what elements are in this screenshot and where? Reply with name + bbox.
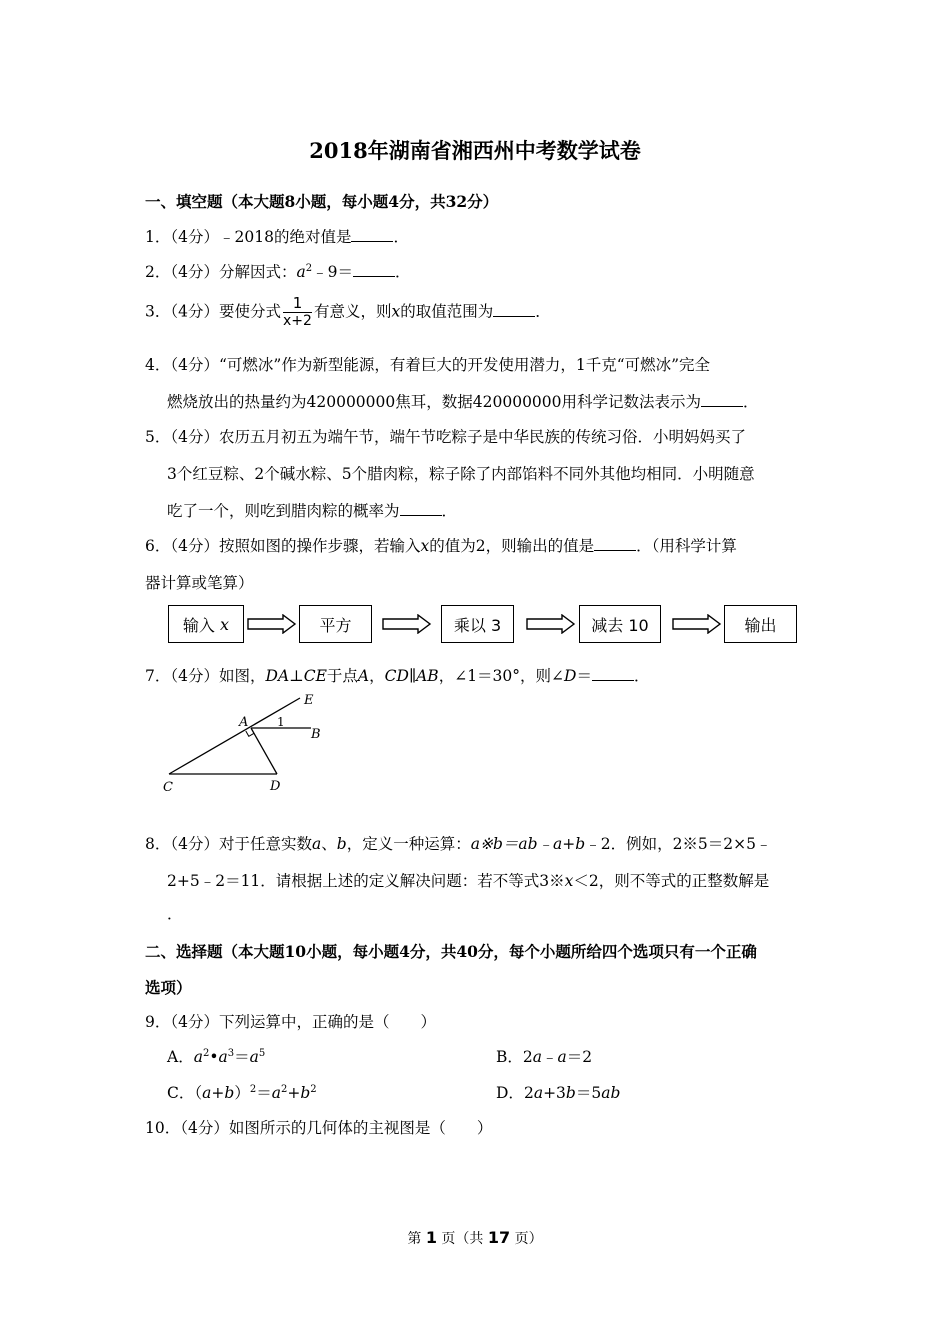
question-score: （4分）	[170, 537, 219, 555]
flow-arrow-icon	[526, 614, 576, 634]
punct: ．	[633, 667, 650, 685]
option-D: D．2a+3b＝5ab	[496, 1084, 621, 1102]
option-label: C．	[167, 1084, 195, 1102]
point-label-A: A	[239, 715, 249, 730]
question-text: ．（用科学计算	[636, 537, 737, 555]
question-score: （4分）	[180, 1119, 229, 1137]
question-text: 分解因式：	[219, 263, 297, 281]
question-6	[145, 534, 737, 556]
section-heading-multiple-choice: 二、选择题（本大题10小题，每小题4分，共40分，每个小题所给四个选项只有一个正确	[145, 942, 757, 961]
question-10	[145, 1116, 492, 1138]
point-label: D	[564, 667, 577, 685]
punct: ．	[393, 228, 409, 246]
variable: a	[312, 835, 322, 853]
parallel-symbol: ∥	[408, 667, 417, 685]
section-heading-fill-blank: 一、填空题（本大题8小题，每小题4分，共32分）	[145, 192, 499, 211]
question-6-line-2: 器计算或笔算）	[145, 574, 254, 592]
question-3	[145, 295, 551, 330]
question-number: 6．	[145, 537, 171, 555]
question-score: （4分）	[170, 302, 219, 321]
option-C: C．$(a+b)^2=a^2+b^2$	[167, 1083, 317, 1102]
question-text: ﹣2018的绝对值是	[219, 228, 352, 246]
question-text: ，	[369, 667, 385, 685]
question-text: 有意义，则	[313, 302, 392, 321]
question-8-line-2	[167, 869, 769, 891]
answer-blank	[701, 405, 743, 407]
segment-label: CE	[303, 667, 327, 685]
point-label-B: B	[311, 727, 321, 742]
operation-definition: a※b＝ab﹣a+b	[470, 835, 586, 853]
question-score: （4分）	[170, 356, 219, 374]
question-4-line-2	[167, 390, 759, 412]
variable: x	[564, 872, 574, 890]
punct: ．	[395, 263, 411, 281]
question-score: （4分）	[170, 835, 219, 853]
flow-arrow-icon	[672, 614, 722, 634]
point-label-C: C	[163, 780, 173, 795]
question-text: ﹣9＝	[312, 263, 354, 281]
variable: x	[220, 614, 230, 634]
page-title: 2018年湖南省湘西州中考数学试卷	[309, 138, 641, 163]
flow-box-output: 输出	[724, 605, 797, 643]
flow-box-subtract: 减去 10	[579, 605, 661, 643]
point-label-D: D	[270, 779, 281, 794]
variable: x	[391, 302, 401, 321]
question-text: ，定义一种运算：	[346, 835, 471, 853]
question-score: （4分）	[170, 228, 219, 246]
question-number: 7．	[145, 667, 171, 685]
page-footer: 第 1 页（共 17 页）	[407, 1228, 543, 1247]
question-text: 的值为2，则输出的值是	[429, 537, 595, 555]
question-text: 2+5﹣2＝11．请根据上述的定义解决问题：若不等式3※	[167, 872, 565, 890]
question-5-line-2: 3个红豆粽、2个碱水粽、5个腊肉粽，粽子除了内部馅料不同外其他均相同．小明随意	[167, 465, 755, 483]
question-number: 10．	[145, 1119, 181, 1137]
question-2	[145, 260, 411, 282]
question-text: 于点	[326, 667, 358, 685]
fraction-numerator: 1	[283, 295, 312, 313]
question-score: （4分）	[170, 1013, 219, 1031]
fraction-denominator: x+2	[283, 313, 312, 329]
answer-blank	[400, 514, 442, 516]
option-B: B．2a﹣a＝2	[496, 1048, 593, 1066]
operation-flowchart	[168, 605, 798, 645]
exponent: 2	[305, 262, 313, 274]
question-8	[145, 832, 772, 854]
question-9	[145, 1010, 436, 1032]
answer-blank	[351, 240, 393, 242]
answer-blank	[353, 275, 395, 277]
answer-blank	[592, 679, 634, 681]
angle-label-1: 1	[277, 715, 285, 729]
punct: ．	[535, 302, 551, 321]
answer-blank	[493, 315, 535, 317]
flow-box-square: 平方	[299, 605, 372, 643]
option-label: B．	[496, 1048, 523, 1066]
question-text: 吃了一个，则吃到腊肉粽的概率为	[167, 502, 400, 520]
question-text: 燃烧放出的热量约为420000000焦耳，数据420000000用科学记数法表示为	[167, 393, 702, 411]
fraction	[283, 295, 312, 330]
question-text: ＜2，则不等式的正整数解是	[573, 872, 770, 890]
segment-label: CD	[384, 667, 409, 685]
question-text: 按照如图的操作步骤，若输入	[219, 537, 421, 555]
question-number: 1．	[145, 228, 171, 246]
question-number: 9．	[145, 1013, 171, 1031]
question-5	[145, 425, 746, 447]
question-text: ，∠1＝30°，则∠	[438, 667, 565, 685]
question-number: 8．	[145, 835, 171, 853]
variable: b	[336, 835, 347, 853]
variable: x	[420, 537, 430, 555]
question-text: 的取值范围为	[400, 302, 494, 321]
segment-label: AB	[416, 667, 439, 685]
point-label: A	[357, 667, 370, 685]
option-label: A．	[167, 1048, 194, 1066]
question-text: 对于任意实数	[219, 835, 313, 853]
question-7	[145, 664, 649, 686]
segment-label: DA	[265, 667, 290, 685]
line-CE	[169, 698, 300, 774]
question-text: “可燃冰”作为新型能源，有着巨大的开发使用潜力，1千克“可燃冰”完全	[219, 356, 711, 374]
flow-arrow-icon	[247, 614, 297, 634]
question-score: （4分）	[170, 667, 219, 685]
variable: a	[296, 263, 306, 281]
punct: ．	[441, 502, 458, 520]
flow-box-input: 输入 x	[168, 605, 244, 643]
question-number: 3．	[145, 302, 171, 321]
question-1	[145, 225, 409, 247]
perpendicular-symbol: ⊥	[289, 667, 304, 685]
question-text: 农历五月初五为端午节，端午节吃粽子是中华民族的传统习俗．小明妈妈买了	[219, 428, 747, 446]
question-text: 如图所示的几何体的主视图是（ ）	[228, 1119, 493, 1137]
question-text: 、	[321, 835, 337, 853]
question-text: 下列运算中，正确的是（ ）	[219, 1013, 437, 1031]
total-pages: 17	[487, 1228, 511, 1247]
option-A: A．$a^2•a^3=a^5$	[167, 1047, 266, 1066]
question-number: 2．	[145, 263, 171, 281]
line-DA	[251, 728, 277, 774]
punct: ．	[743, 393, 759, 411]
question-number: 5．	[145, 428, 171, 446]
point-label-E: E	[304, 693, 314, 708]
option-label: D．	[496, 1084, 524, 1102]
geometry-figure-q7	[155, 688, 335, 798]
question-text: 如图，	[219, 667, 266, 685]
question-number: 4．	[145, 356, 171, 374]
question-score: （4分）	[170, 263, 219, 281]
question-score: （4分）	[170, 428, 219, 446]
flow-box-multiply: 乘以 3	[441, 605, 514, 643]
question-4	[145, 353, 710, 375]
question-text: ﹣2．例如，2※5＝2×5﹣	[585, 835, 772, 853]
section-heading-multiple-choice-line-2: 选项）	[145, 978, 192, 997]
question-5-line-3	[167, 499, 457, 521]
question-text: 要使分式	[219, 302, 282, 321]
page-number: 1	[425, 1228, 437, 1247]
answer-blank	[594, 549, 636, 551]
flow-arrow-icon	[382, 614, 432, 634]
question-text: ＝	[576, 667, 592, 685]
question-8-line-3: ．	[167, 905, 183, 923]
